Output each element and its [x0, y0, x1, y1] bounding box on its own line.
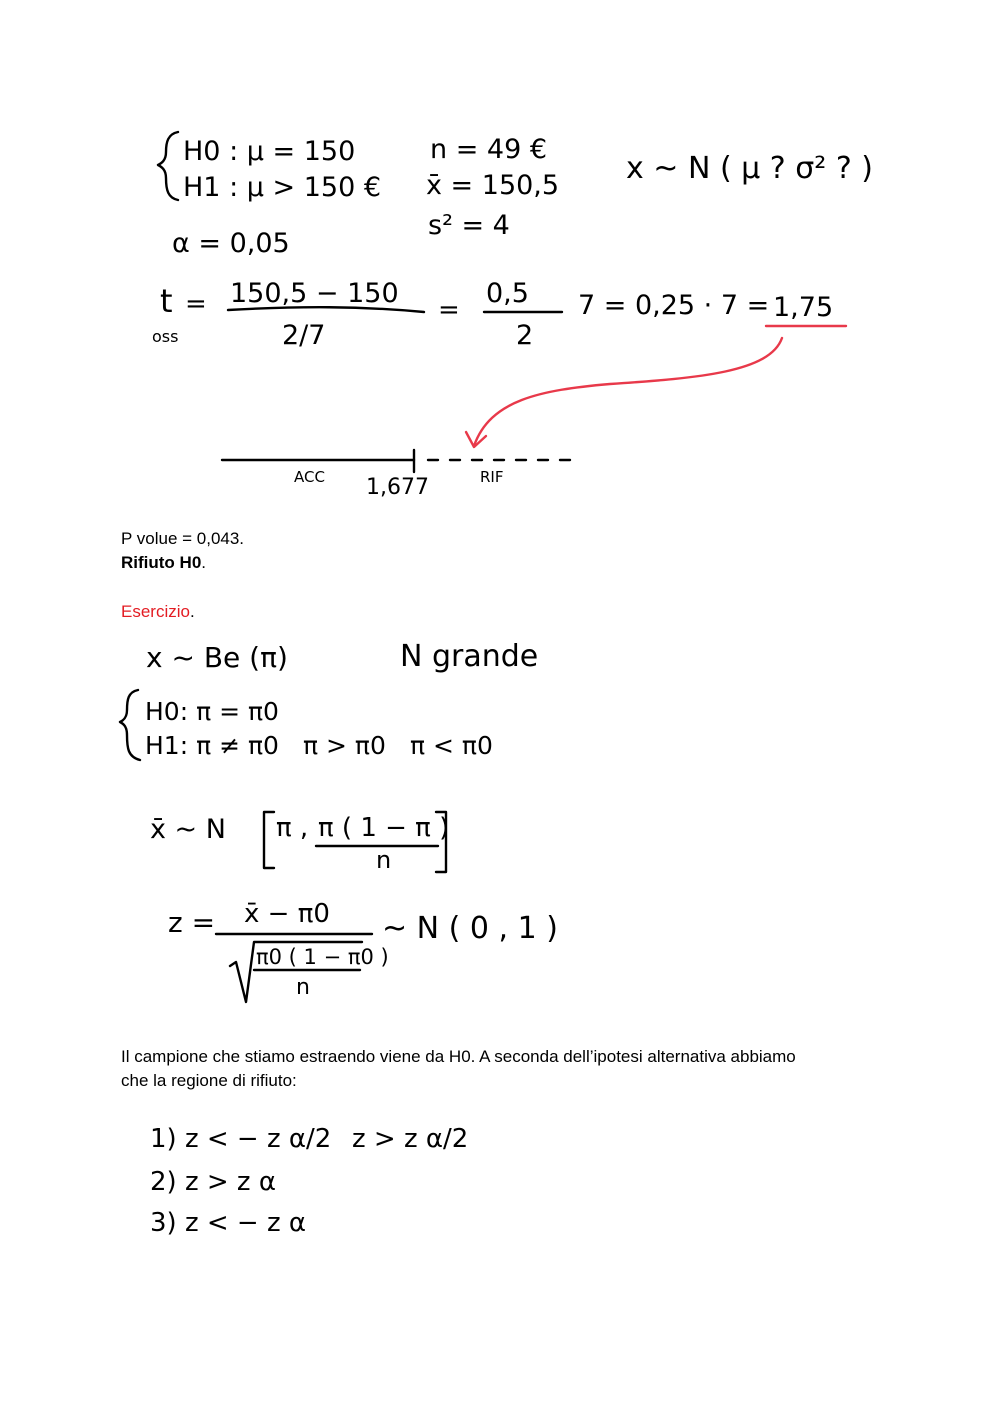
region-2-text: 2) z > z α — [150, 1167, 276, 1197]
h1-prop-text: H1: π ≠ π0 — [145, 731, 279, 760]
t-subscript: oss — [152, 327, 179, 346]
esercizio-end: . — [189, 602, 195, 621]
z-den-numerator: π0 ( 1 − π0 ) — [256, 945, 389, 969]
brace-glyph — [158, 132, 178, 200]
z-dist-text: ~ N ( 0 , 1 ) — [382, 911, 558, 946]
be-model-text: x ~ Be (π) — [146, 641, 288, 674]
h0-text: H0 : μ = 150 — [183, 136, 356, 167]
rifiuto-end: . — [201, 553, 207, 572]
h0-prop-text: H0: π = π0 — [145, 697, 279, 726]
z-den-denominator: n — [296, 975, 310, 1000]
z-label: z = — [168, 906, 216, 939]
rif-label: RIF — [480, 468, 504, 486]
region-1-text: 1) z < − z α/2 — [150, 1124, 332, 1154]
paragraph-line-2: che la regione di rifiuto: — [121, 1071, 297, 1090]
h1-less-text: π < π0 — [410, 731, 493, 760]
t-numerator: 150,5 − 150 — [230, 278, 399, 309]
h1-greater-text: π > π0 — [303, 731, 386, 760]
alpha-text: α = 0,05 — [172, 228, 290, 259]
paragraph-line-1: Il campione che stiamo estraendo viene da H0. A seconda dell’ipotesi alternativa abbiamo — [121, 1047, 796, 1066]
n-text: n = 49 € — [430, 134, 548, 165]
frac2-denominator: 2 — [516, 320, 534, 351]
model-text: x ~ N ( μ ? σ² ? ) — [626, 151, 874, 186]
region-1b-text: z > z α/2 — [352, 1124, 469, 1154]
xbar-var-denominator: n — [376, 846, 392, 874]
brace2-glyph — [120, 690, 140, 760]
acc-label: ACC — [294, 468, 325, 486]
rifiuto-line — [121, 552, 206, 574]
xbar-pi-text: π , — [276, 813, 309, 843]
h1-text: H1 : μ > 150 € — [183, 172, 382, 203]
xbar-var-numerator: π ( 1 − π ) — [318, 813, 450, 843]
critical-value: 1,677 — [366, 475, 429, 500]
handwritten-rejection-regions — [0, 1110, 1000, 1250]
t-result: 1,75 — [773, 292, 834, 323]
esercizio-heading: Esercizio — [121, 602, 190, 621]
z-numerator: x̄ − π0 — [244, 899, 330, 929]
pvalue-line: P volue = 0,043. — [121, 529, 245, 548]
t-rest: 7 = 0,25 · 7 = — [578, 290, 770, 321]
s2-text: s² = 4 — [428, 210, 510, 241]
t-label: t — [160, 282, 173, 320]
region-3-text: 3) z < − z α — [150, 1208, 307, 1238]
handwritten-proportion-test — [0, 620, 1000, 1020]
frac2-numerator: 0,5 — [486, 278, 529, 309]
t-equals: = — [185, 289, 207, 319]
xbar-text: x̄ = 150,5 — [426, 170, 560, 201]
xbar-dist-text: x̄ ~ N — [150, 814, 226, 845]
handwritten-hypothesis-test — [0, 0, 1000, 520]
ngrande-text: N grande — [400, 639, 539, 674]
t-denominator: 2/7 — [282, 320, 326, 351]
left-bracket — [264, 812, 274, 868]
equals-sign: = — [438, 295, 460, 325]
red-arrow-curve — [474, 338, 782, 446]
rifiuto-bold: Rifiuto H0 — [121, 553, 202, 572]
